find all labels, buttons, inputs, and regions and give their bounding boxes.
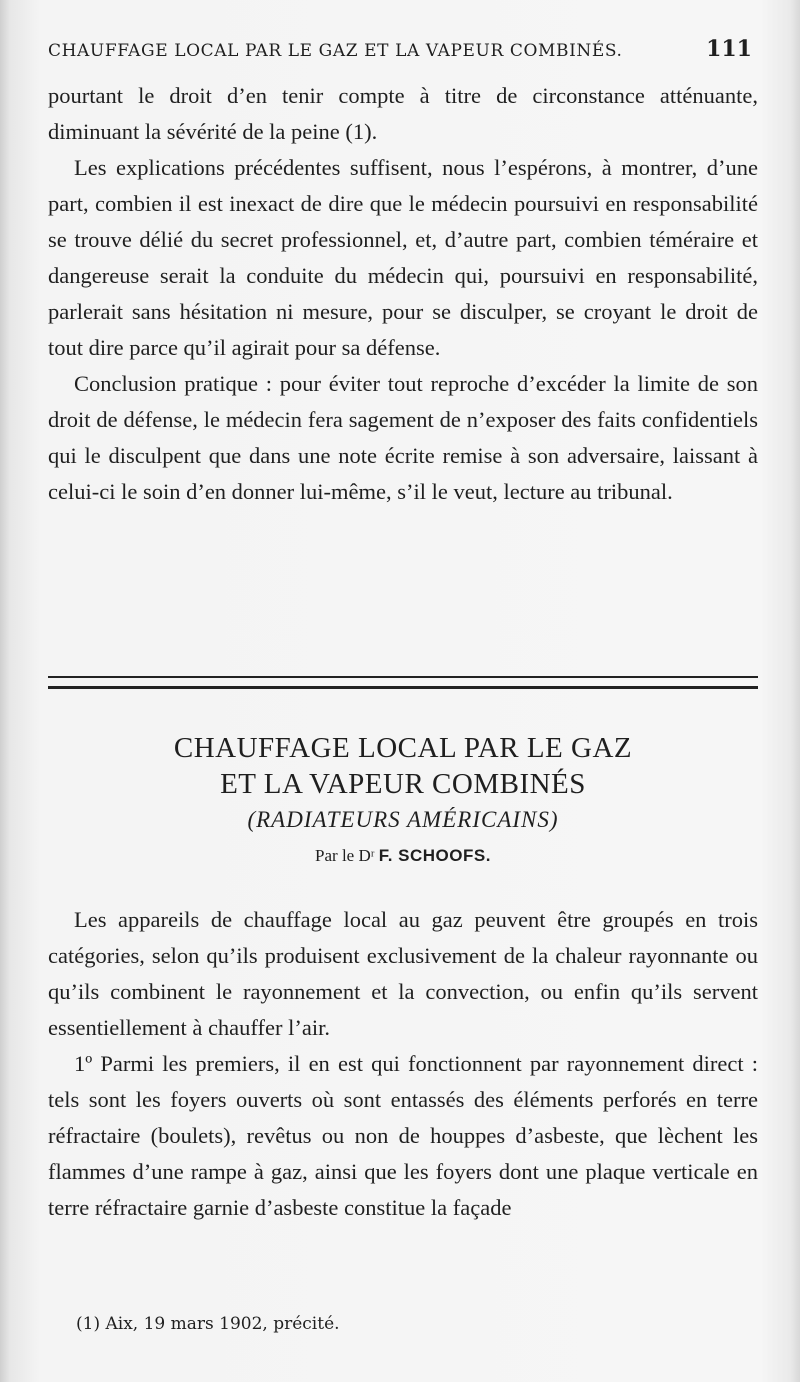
article-heading bbox=[48, 730, 758, 868]
paragraph-continuation: pourtant le droit d’en tenir compte à titre de circonstance atténuante, diminuant la sévérité de la peine (1). bbox=[48, 83, 758, 144]
article-title-line-1: CHAUFFAGE LOCAL PAR LE GAZ bbox=[173, 732, 633, 764]
page-number: 111 bbox=[706, 36, 752, 62]
byline-author: F. SCHOOFS. bbox=[378, 846, 491, 865]
article-byline bbox=[48, 844, 758, 868]
article-title-line-2: ET LA VAPEUR COMBINÉS bbox=[220, 768, 586, 800]
paragraph-categories: Les appareils de chauffage local au gaz peuvent être groupés en trois catégories, selon qu’ils produisent exclusivement de la chaleur rayonnante ou qu’ils combinent le rayonnement et la convection, ou enfin qu’ils servent essentiellement à chauffer l’air. bbox=[48, 907, 758, 1040]
article-body bbox=[48, 902, 758, 1226]
paragraph-explanations: Les explications précédentes suffisent, nous l’espérons, à montrer, d’une part, combien il est inexact de dire que le médecin poursuivi en responsabilité se trouve délié du secret professionnel, et, d’autre part, combien téméraire et dangereuse serait la conduite du médecin qui, poursuivi en responsabilité, parlerait sans hésitation ni mesure, pour se disculper, se croyant le droit de tout dire parce qu’il agirait pour sa défense. bbox=[48, 155, 758, 360]
section-divider bbox=[48, 676, 758, 689]
continuation-text bbox=[48, 78, 758, 510]
paragraph-radiant: 1º Parmi les premiers, il en est qui fonctionnent par rayonnement direct : tels sont les foyers ouverts où sont entassés des éléments perforés en terre réfractaire (boulets), revêtus ou non de houppes d’asbeste, que lèchent les flammes d’une rampe à gaz, ainsi que les foyers dont une plaque verticale en terre réfractaire garnie d’asbeste constitue la façade bbox=[48, 1051, 758, 1220]
paragraph-conclusion: Conclusion pratique : pour éviter tout reproche d’excéder la limite de son droit de défense, le médecin fera sagement de n’exposer des faits confidentiels qui le disculpent que dans une note écrite remise à son adversaire, laissant à celui-ci le soin d’en donner lui-même, s’il le veut, lecture au tribunal. bbox=[48, 371, 758, 504]
footnote: (1) Aix, 19 mars 1902, précité. bbox=[76, 1314, 340, 1334]
running-title: CHAUFFAGE LOCAL PAR LE GAZ ET LA VAPEUR COMBINÉS. bbox=[48, 41, 623, 61]
byline-prefix: Par le Dʳ bbox=[315, 846, 375, 865]
running-head bbox=[48, 36, 752, 72]
article-subtitle: (RADIATEURS AMÉRICAINS) bbox=[247, 807, 559, 832]
